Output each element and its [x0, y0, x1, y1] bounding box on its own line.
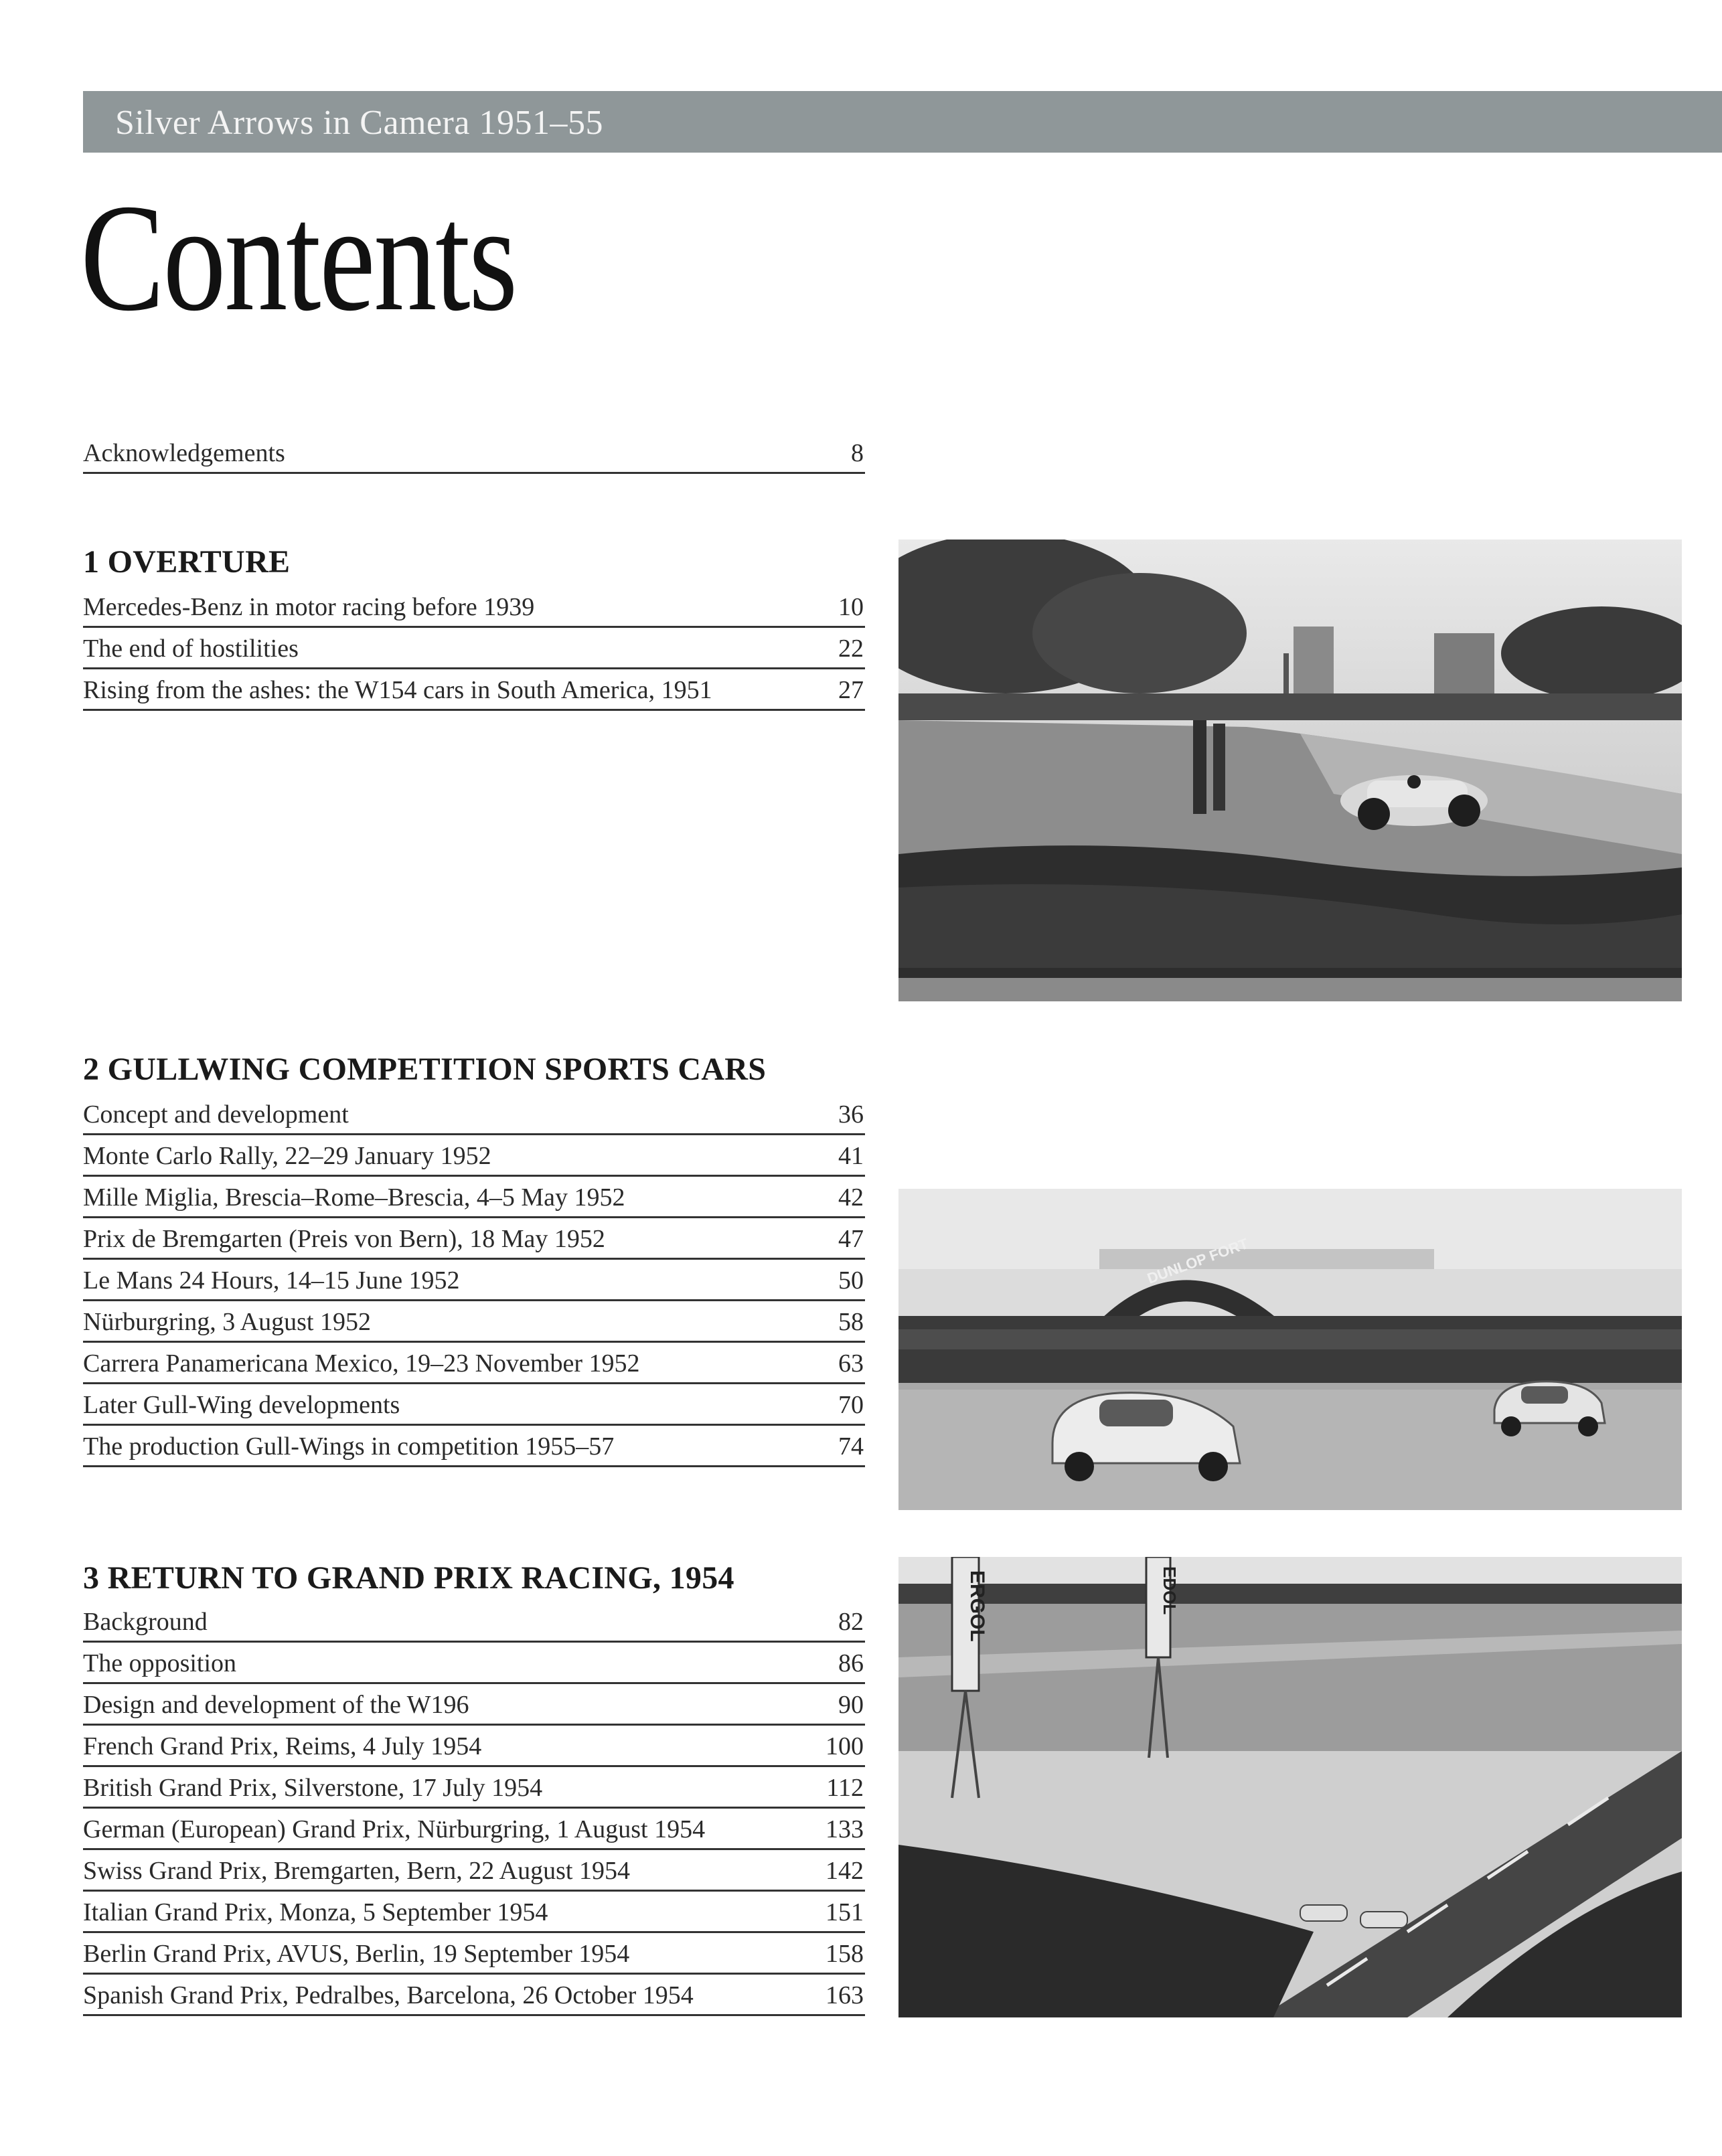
toc-entry-label: Swiss Grand Prix, Bremgarten, Bern, 22 August 1954: [83, 1857, 630, 1885]
toc-entry[interactable]: [83, 1726, 865, 1767]
toc-entry-page: 10: [838, 593, 864, 621]
toc-entry-label: Italian Grand Prix, Monza, 5 September 1954: [83, 1898, 548, 1926]
running-head-bar: [83, 91, 1722, 153]
toc-entry-label: French Grand Prix, Reims, 4 July 1954: [83, 1732, 482, 1760]
toc-entry[interactable]: [83, 1218, 865, 1260]
toc-entry-page: 27: [838, 676, 864, 704]
toc-entry-label: Monte Carlo Rally, 22–29 January 1952: [83, 1142, 491, 1170]
toc-entry-page: 70: [838, 1391, 864, 1419]
tower-sign-right: EDOL: [1160, 1566, 1180, 1615]
toc-entry-page: 58: [838, 1308, 864, 1336]
toc-entry-label: The opposition: [83, 1649, 237, 1677]
photo-reims-grand-prix: [898, 1557, 1682, 2017]
toc-entry-label: Later Gull-Wing developments: [83, 1391, 400, 1419]
toc-entry[interactable]: [83, 1426, 865, 1467]
toc-entry-page: 133: [826, 1815, 864, 1843]
toc-entry-label: Carrera Panamericana Mexico, 19–23 November 1952: [83, 1349, 640, 1378]
toc-entry-page: 142: [826, 1857, 864, 1885]
toc-entry-page: 47: [838, 1225, 864, 1253]
toc-entry-label: Berlin Grand Prix, AVUS, Berlin, 19 September 1954: [83, 1940, 630, 1968]
toc-entry-label: Mercedes-Benz in motor racing before 1939: [83, 593, 535, 621]
tower-sign-left: ERGOL: [966, 1570, 988, 1642]
toc-entry-label: Mille Miglia, Brescia–Rome–Brescia, 4–5 May 1952: [83, 1183, 625, 1212]
toc-entry-label: Le Mans 24 Hours, 14–15 June 1952: [83, 1266, 460, 1295]
toc-entry-label: German (European) Grand Prix, Nürburgring, 1 August 1954: [83, 1815, 706, 1843]
toc-entry[interactable]: [83, 1094, 865, 1135]
race-car: [1340, 775, 1488, 830]
toc-entry[interactable]: [83, 1260, 865, 1301]
toc-entry-page: 86: [838, 1649, 864, 1677]
toc-entry-label: Design and development of the W196: [83, 1691, 469, 1719]
photo-1-illustration: [898, 540, 1682, 1001]
toc-entry-page: 36: [838, 1100, 864, 1129]
toc-entry[interactable]: [83, 1767, 865, 1809]
toc-entry-label: Acknowledgements: [83, 439, 285, 467]
section-heading-3: 3 RETURN TO GRAND PRIX RACING, 1954: [83, 1560, 734, 1596]
toc-entry[interactable]: [83, 1684, 865, 1726]
toc-entry[interactable]: [83, 1343, 865, 1384]
toc-entry[interactable]: [83, 1135, 865, 1177]
toc-entry-label: Rising from the ashes: the W154 cars in South America, 1951: [83, 676, 712, 704]
toc-entry[interactable]: [83, 1177, 865, 1218]
toc-entry-page: 112: [826, 1774, 864, 1802]
toc-entry[interactable]: [83, 1643, 865, 1684]
toc-entry-page: 163: [826, 1981, 864, 2009]
toc-entry[interactable]: [83, 628, 865, 669]
photo-3-illustration: [898, 1557, 1682, 2017]
toc-entry[interactable]: [83, 1850, 865, 1892]
toc-entry[interactable]: [83, 1975, 865, 2016]
toc-entry-page: 42: [838, 1183, 864, 1212]
toc-entry[interactable]: [83, 1601, 865, 1643]
toc-entry-label: Background: [83, 1608, 208, 1636]
toc-entry-page: 151: [826, 1898, 864, 1926]
toc-entry[interactable]: [83, 1892, 865, 1933]
toc-entry[interactable]: [83, 586, 865, 628]
toc-entry-page: 74: [838, 1432, 864, 1461]
section-heading-2: 2 GULLWING COMPETITION SPORTS CARS: [83, 1052, 767, 1087]
running-head-text: Silver Arrows in Camera 1951–55: [115, 104, 603, 142]
toc-entry-page: 22: [838, 635, 864, 663]
page-title: Contents: [80, 172, 516, 343]
photo-w154-south-america: [898, 540, 1682, 1001]
toc-entry-label: British Grand Prix, Silverstone, 17 July 1954: [83, 1774, 543, 1802]
toc-entry-page: 100: [826, 1732, 864, 1760]
toc-entry-page: 50: [838, 1266, 864, 1295]
toc-entry-label: Nürburgring, 3 August 1952: [83, 1308, 371, 1336]
toc-entry[interactable]: [83, 1384, 865, 1426]
toc-entry-label: Spanish Grand Prix, Pedralbes, Barcelona, 26 October 1954: [83, 1981, 694, 2009]
toc-entry[interactable]: [83, 1301, 865, 1343]
toc-entry-label: Concept and development: [83, 1100, 349, 1129]
toc-entry-page: 8: [851, 439, 864, 467]
toc-entry-label: The end of hostilities: [83, 635, 299, 663]
toc-entry-page: 158: [826, 1940, 864, 1968]
arch-banner-text: DUNLOP FORT: [1145, 1235, 1251, 1287]
toc-entry-page: 82: [838, 1608, 864, 1636]
toc-entry-label: Prix de Bremgarten (Preis von Bern), 18 May 1952: [83, 1225, 605, 1253]
toc-entry-page: 63: [838, 1349, 864, 1378]
photo-2-illustration: [898, 1189, 1682, 1510]
toc-entry[interactable]: [83, 669, 865, 711]
toc-entry-page: 41: [838, 1142, 864, 1170]
toc-entry-acknowledgements[interactable]: [83, 432, 865, 474]
section-heading-1: 1 OVERTURE: [83, 544, 291, 580]
toc-entry[interactable]: [83, 1809, 865, 1850]
toc-entry[interactable]: [83, 1933, 865, 1975]
toc-entry-label: The production Gull-Wings in competition 1955–57: [83, 1432, 615, 1461]
toc-entry-page: 90: [838, 1691, 864, 1719]
photo-gullwing-le-mans: [898, 1189, 1682, 1510]
